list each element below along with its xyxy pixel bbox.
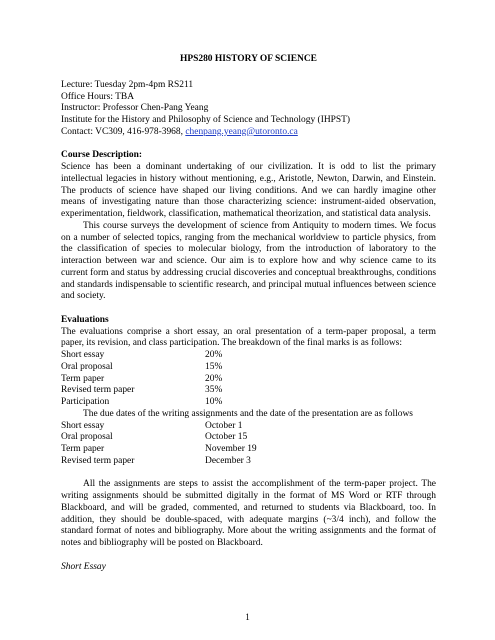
breakdown-row [61, 350, 436, 362]
contact-line [61, 127, 436, 139]
spacer [61, 550, 436, 562]
due-date-value: October 1 [205, 420, 243, 431]
breakdown-item: Revised term paper [61, 385, 135, 396]
due-date-row [61, 421, 436, 433]
breakdown-item: Term paper [61, 373, 105, 384]
breakdown-value: 15% [205, 361, 223, 372]
due-date-row [61, 432, 436, 444]
breakdown-value: 35% [205, 385, 223, 396]
breakdown-row [61, 362, 436, 374]
document-page [61, 54, 436, 573]
evaluations-heading: Evaluations [61, 314, 109, 325]
due-date-item: Short essay [61, 420, 105, 431]
due-date-value: October 15 [205, 432, 248, 443]
evaluations-intro: The evaluations comprise a short essay, an oral presentation of a term-paper proposal, a term paper, its revision, and class participation. The breakdown of the final marks is as follows: [61, 326, 436, 349]
due-date-value: December 3 [205, 455, 251, 466]
breakdown-row [61, 397, 436, 409]
assignments-paragraph: All the assignments are steps to assist the accomplishment of the term-paper project. The writing assignments should be submitted digitally in the format of MS Word or RTF through Blackboard, and will be graded, commented, and returned to students via Blackboard, too. In addition, they should be double-spaced, with adequate margins (~3/4 inch), and follow the standard format of notes and bibliography. More about the writing assignments and the format of notes and bibliography will be posted on Blackboard. [61, 479, 436, 548]
due-dates-intro: The due dates of the writing assignments and the date of the presentation are as follows [83, 408, 413, 419]
spacer [61, 303, 436, 315]
page-number: 1 [245, 612, 250, 622]
spacer [61, 139, 436, 151]
due-date-value: November 19 [205, 444, 257, 454]
course-description-heading: Course Description: [61, 150, 142, 161]
course-description-paragraph-2: This course surveys the development of science from Antiquity to modern times. We focus on a number of selected topics, ranging from the mechanical worldview to particle physics, from the classification of species to molecular biology, from the introduction of laboratory to the interaction between war and science. Our aim is to explore how and why science came to its current form and status by addressing crucial discoveries and conceptual breakthroughs, conditions and standards indispensable to scientific research, and principal mutual influences between science and society. [61, 220, 436, 302]
due-date-item: Term paper [61, 444, 105, 454]
breakdown-item: Oral proposal [61, 361, 113, 372]
due-date-row [61, 456, 436, 468]
lecture-info: Lecture: Tuesday 2pm-4pm RS211 [61, 79, 194, 90]
course-description-paragraph-1: Science has been a dominant undertaking of our civilization. It is odd to list the primary intellectual legacies in history without mentioning, e.g., Aristotle, Newton, Darwin, and Einstein. The products of science have shaped our living conditions. And we can hardly imagine other means of investigating nature than those characterizing science: instrument-aided observation, experimentation, fieldwork, classification, mathematical theorization, and statistical data analysis. [61, 162, 436, 219]
contact-text: Contact: VC309, 416-978-3968, [61, 126, 186, 137]
breakdown-value: 20% [205, 350, 223, 360]
due-date-row [61, 444, 436, 456]
email-link[interactable]: chenpang.yeang@utoronto.ca [185, 126, 298, 137]
due-date-item: Oral proposal [61, 432, 113, 443]
breakdown-value: 10% [205, 397, 223, 407]
institute: Institute for the History and Philosophy of Science and Technology (IHPST) [61, 115, 351, 125]
due-date-item: Revised term paper [61, 455, 135, 466]
spacer [61, 468, 436, 480]
course-title: HPS280 HISTORY OF SCIENCE [180, 54, 317, 64]
due-dates-list [61, 421, 436, 468]
breakdown-row [61, 374, 436, 386]
office-hours: Office Hours: TBA [61, 91, 135, 102]
marks-breakdown [61, 350, 436, 409]
breakdown-item: Short essay [61, 350, 105, 360]
breakdown-value: 20% [205, 373, 223, 384]
breakdown-row [61, 385, 436, 397]
short-essay-heading: Short Essay [61, 561, 106, 572]
instructor: Instructor: Professor Chen-Pang Yeang [61, 103, 209, 114]
breakdown-item: Participation [61, 397, 110, 407]
